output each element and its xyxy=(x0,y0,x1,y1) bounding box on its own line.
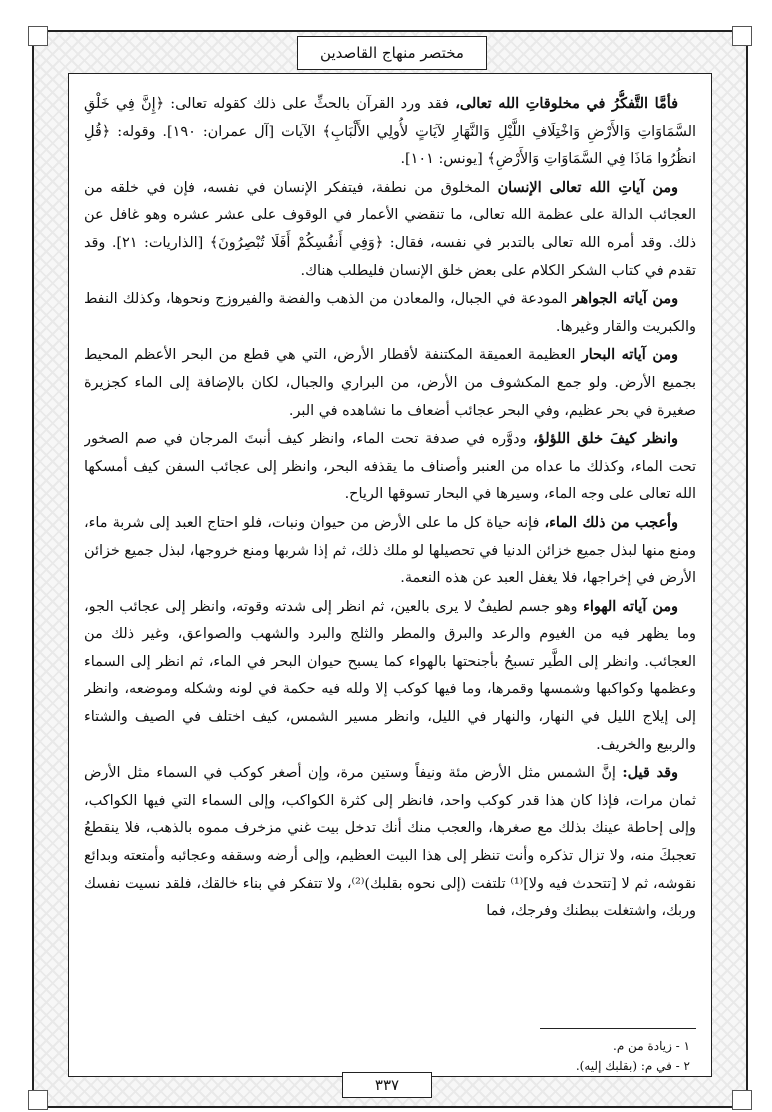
book-title: مختصر منهاج القاصدين xyxy=(320,44,464,62)
paragraph xyxy=(84,174,696,285)
paragraph-text: وهو جسم لطيفٌ لا يرى بالعين، ثم انظر إلى شدته وقوته، وانظر إلى عجائب الجو، وما يظهر فيه من الغيوم والرعد والبرق والمطر والثلج والبرد والشهب والصواعق، وغير ذلك من العجائب. وانظر إلى الطَّير تسبحُ بأجنحتها بالهواء كما يسبح حيوان البحر في الماء، ثم انظر إلى السماء وعظمها وكواكبها وشمسها وقمرها، وما فيها كوكب إلا ولله فيه حكمة في لونه وشكله وموضعه، وانظر إلى إيلاج الليل في النهار، والنهار في الليل، وانظر مسير الشمس، كيف اختلف في الصيف والشتاء والربيع والخريف. xyxy=(84,598,696,753)
paragraph-text: فإنه حياة كل ما على الأرض من حيوان ونبات، فلو احتاج العبد إلى شربة ماء، ومنع منها لبذل جميع خزائن الدنيا في تحصيلها لو ملك ذلك، ثم إذا شربها ومنع خروجها، لبذل جميع خزائن الأرض في إخراجها، فلا يغفل العبد عن هذه النعمة. xyxy=(84,514,696,587)
paragraph-text: العظيمة العميقة المكتنفة لأقطار الأرض، التي هي قطع من البحر الأعظم المحيط بجميع الأرض. ولو جمع المكشوف من الأرض، من البراري والجبال، لكان بالإضافة إلى الماء كجزيرة صغيرة في بحر عظيم، وفي البحر عجائب أضعاف ما نشاهده في البر. xyxy=(84,347,696,419)
page-body xyxy=(84,90,696,1010)
paragraph-lead: فأمَّا التَّفكُّرُ في مخلوقاتِ الله تعالى، xyxy=(455,95,678,112)
paragraph-lead: وأعجب من ذلك الماء، xyxy=(544,513,678,531)
paragraph-lead: ومن آياته البحار xyxy=(581,346,678,364)
paragraph-text: ودوَّره في صدفة تحت الماء، وانظر كيف أنبتَ المرجان في صم الصخور تحت الماء، وكذلك ما عداه من العنبر وأصناف ما يقذفه البحر، وانظر إلى عجائب السفن كيف أمسكها الله تعالى على وجه الماء، وسيرها في البحار تسوقها الرياح. xyxy=(84,431,696,503)
paragraph-lead: ومن آياتِ الله تعالى الإنسان xyxy=(497,178,678,196)
paragraph xyxy=(84,90,696,174)
running-header xyxy=(297,36,487,70)
paragraph xyxy=(84,425,696,509)
paragraph-lead: وانظر كيفَ خلق اللؤلؤ، xyxy=(533,430,678,448)
footnote-divider xyxy=(540,1028,696,1029)
page-number xyxy=(342,1072,432,1098)
paragraph-text: المخلوق من نطفة، فيتفكر الإنسان في نفسه، فإن في خلقه من العجائب الدالة على عظمة الله تعالى، ما تنقضي الأعمار في الوقوف على عشر عشره وهو غافل عن ذلك. وقد أمره الله تعالى بالتدبر في نفسه، فقال: ﴿وَفِي أَنفُسِكُمْ أَفَلَا تُبْصِرُونَ﴾ [الذاريات: ٢١]. وقد تقدم في كتاب الشكر الكلام على بعض خلق الإنسان فليطلب هناك. xyxy=(84,179,696,279)
paragraph-lead: وقد قيل: xyxy=(622,764,678,782)
corner-ornament xyxy=(732,26,752,46)
paragraph-text: المودعة في الجبال، والمعادن من الذهب والفضة والفيروزج ونحوها، وكذلك النفط والكبريت والقار وغيرها. xyxy=(84,291,696,335)
corner-ornament xyxy=(28,26,48,46)
paragraph xyxy=(84,285,696,341)
paragraph-text: فقد ورد القرآن بالحثِّ على ذلك كقوله تعالى: ﴿إِنَّ فِي خَلْقِ السَّمَاوَاتِ وَالأَرْضِ وَاخْتِلَافِ اللَّيْلِ وَالنَّهَارِ لآيَاتٍ لأُولِي الأَلْبَابِ﴾ الآيات [آل عمران: ١٩٠]. وقوله: ﴿قُلِ انظُرُوا مَاذَا فِي السَّمَاوَاتِ وَالأَرْضِ﴾ [يونس: ١٠١]. xyxy=(84,96,696,168)
corner-ornament xyxy=(732,1090,752,1110)
paragraph xyxy=(84,759,696,926)
paragraph xyxy=(84,341,696,425)
paragraph-text: إنَّ الشمس مثل الأرض مئة ونيفاً وستين مرة، وإن أصغر كوكب في السماء مثل الأرض ثمان مرات، فإذا كان هذا قدر كوكب واحد، فانظر إلى كثرة الكواكب، وإلى السماء التي فيها الكواكب، وإلى إحاطة عينك بذلك مع صغرها، والعجب منك أنك تدخل بيت غني مزخرف مموه بالذهب، فلا ينقطعُ تعجبكَ منه، ولا تزال تذكره وأنت تنظر إلى هذا البيت العظيم، وإلى أرضه وسقفه وعجائبه وأمتعته وبدائع نقوشه، ثم لا [تتحدث فيه ولا]⁽¹⁾ تلتفت (إلى نحوه بقلبك)⁽²⁾، ولا تتفكر في بناء خالقك، فلقد نسيت نفسك وربك، واشتغلت ببطنك وفرجك، فما xyxy=(84,765,696,920)
paragraph-lead: ومن آياته الجواهر xyxy=(572,290,679,308)
footnotes xyxy=(84,1036,696,1076)
page-number-label: ٣٣٧ xyxy=(374,1076,400,1094)
paragraph xyxy=(84,593,696,760)
paragraph-lead: ومن آياته الهواء xyxy=(583,597,678,615)
paragraph xyxy=(84,509,696,593)
footnote: ٢ - في م: (بقلبك إليه). xyxy=(575,1059,690,1073)
corner-ornament xyxy=(28,1090,48,1110)
footnote: ١ - زيادة من م. xyxy=(613,1039,690,1053)
